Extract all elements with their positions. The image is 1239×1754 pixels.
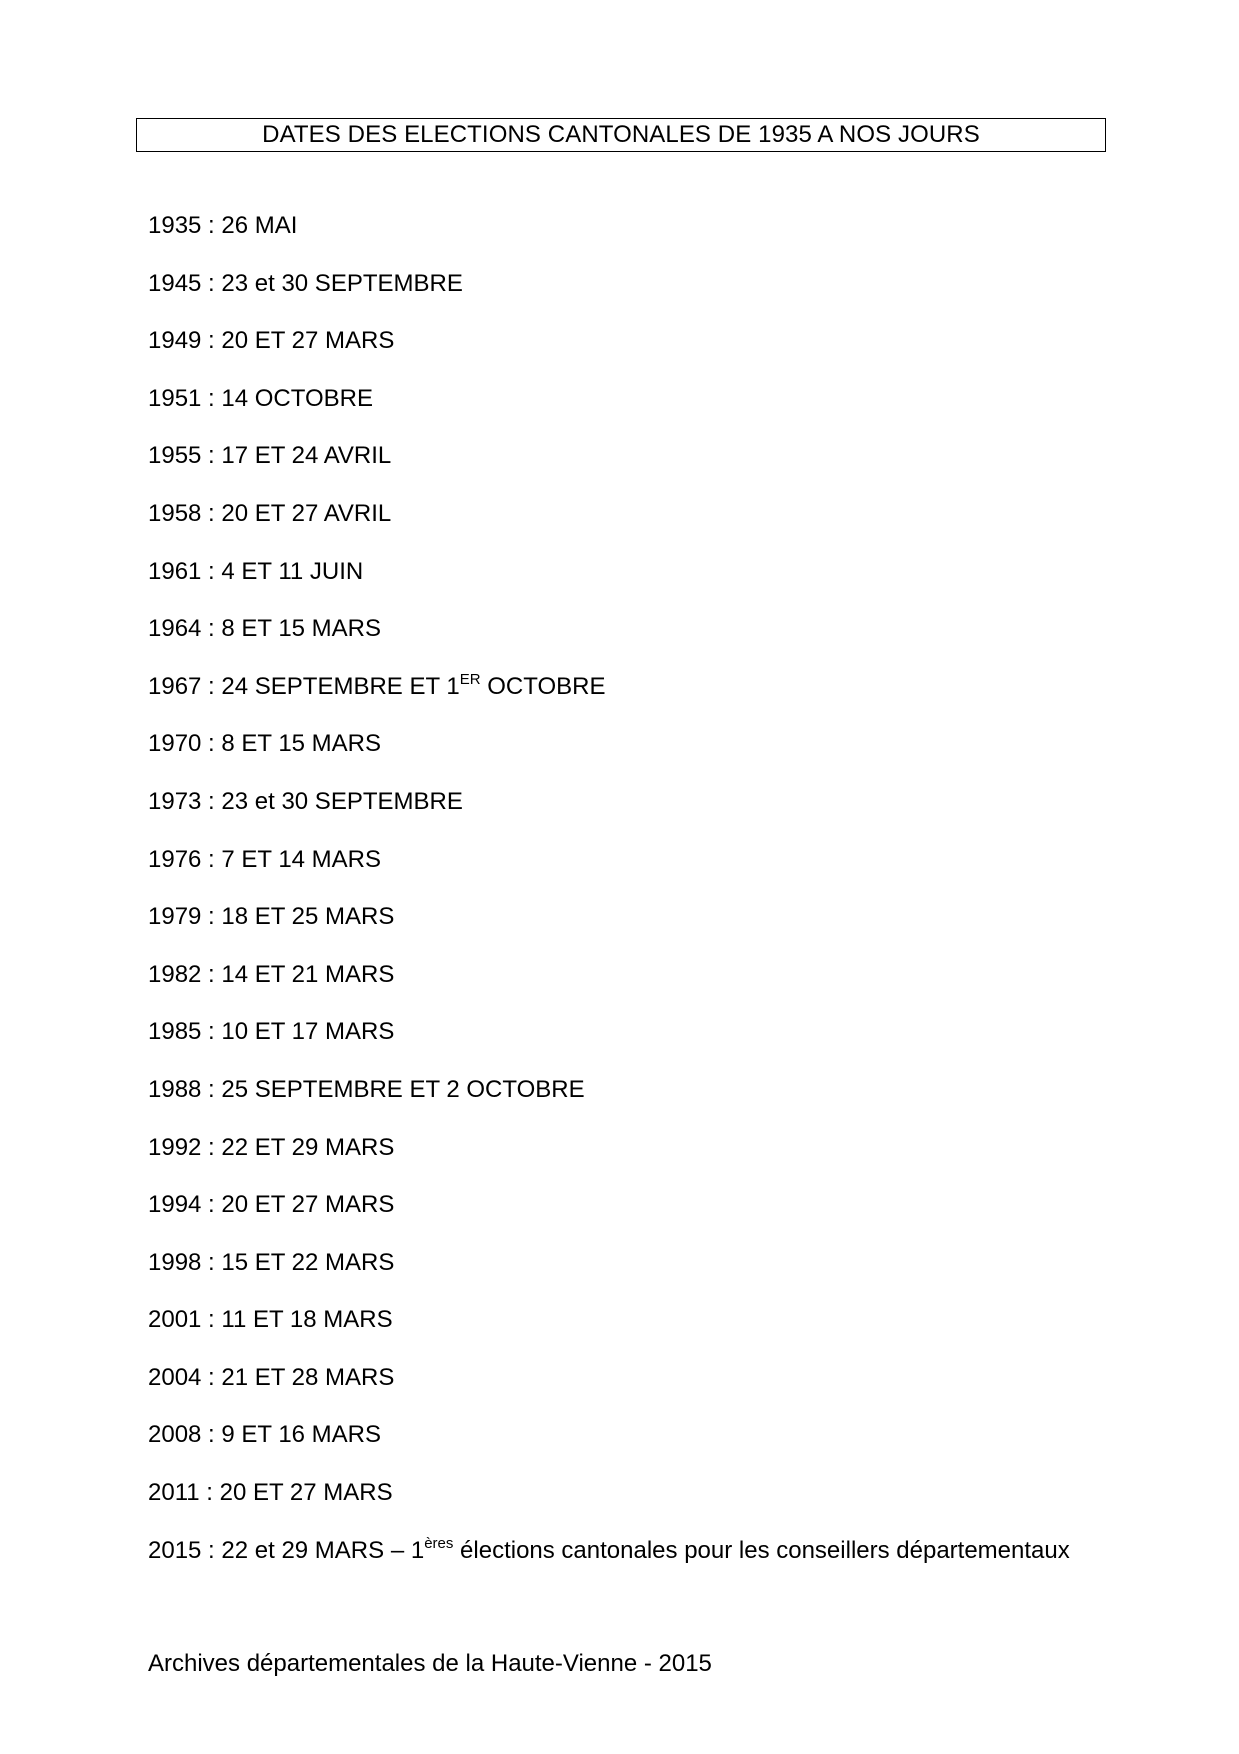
ordinal-superscript: ères [424, 1534, 454, 1552]
list-item [148, 436, 1070, 494]
entry-text: 1958 : 20 ET 27 AVRIL [148, 499, 392, 527]
entry-text: 1985 : 10 ET 17 MARS [148, 1018, 395, 1046]
list-item [148, 1415, 1070, 1473]
entry-text: 1982 : 14 ET 21 MARS [148, 960, 395, 988]
entry-text: 2011 : 20 ET 27 MARS [148, 1479, 393, 1507]
entry-text: 1951 : 14 OCTOBRE [148, 384, 373, 412]
entry-text: 1988 : 25 SEPTEMBRE ET 2 OCTOBRE [148, 1075, 585, 1103]
entry-text-after: OCTOBRE [480, 672, 606, 700]
footer-credit: Archives départementales de la Haute-Vienne - 2015 [148, 1650, 712, 1677]
entry-text: 1935 : 26 MAI [148, 212, 298, 239]
list-item [148, 609, 1070, 667]
list-item [148, 494, 1070, 552]
list-item [148, 1185, 1070, 1243]
entry-text: 1970 : 8 ET 15 MARS [148, 730, 382, 758]
list-item [148, 1358, 1070, 1416]
entry-text-after: élections cantonales pour les conseillers départementaux [453, 1536, 1070, 1564]
entry-text: 1992 : 22 ET 29 MARS [148, 1133, 395, 1161]
list-item [148, 206, 1070, 264]
list-item [148, 1531, 1070, 1589]
list-item [148, 321, 1070, 379]
list-item [148, 724, 1070, 782]
entry-text: 1945 : 23 et 30 SEPTEMBRE [148, 269, 463, 297]
entry-text: 1979 : 18 ET 25 MARS [148, 903, 395, 931]
list-item [148, 552, 1070, 610]
list-item [148, 1300, 1070, 1358]
list-item [148, 1473, 1070, 1531]
list-item [148, 1070, 1070, 1128]
list-item [148, 955, 1070, 1013]
election-dates-list [148, 206, 1070, 1588]
list-item [148, 379, 1070, 437]
entry-text: 1967 : 24 SEPTEMBRE ET 1 [148, 672, 460, 700]
list-item [148, 1243, 1070, 1301]
list-item [148, 840, 1070, 898]
entry-text: 1994 : 20 ET 27 MARS [148, 1191, 395, 1219]
list-item [148, 1012, 1070, 1070]
entry-text: 1949 : 20 ET 27 MARS [148, 327, 395, 355]
entry-text: 1964 : 8 ET 15 MARS [148, 615, 382, 643]
entry-text: 1955 : 17 ET 24 AVRIL [148, 442, 392, 470]
entry-text: 1976 : 7 ET 14 MARS [148, 845, 382, 873]
entry-text: 1998 : 15 ET 22 MARS [148, 1248, 395, 1276]
list-item [148, 782, 1070, 840]
entry-text: 2001 : 11 ET 18 MARS [148, 1306, 393, 1334]
entry-text: 2008 : 9 ET 16 MARS [148, 1421, 382, 1449]
list-item [148, 1128, 1070, 1186]
entry-text: 1973 : 23 et 30 SEPTEMBRE [148, 787, 463, 815]
list-item [148, 667, 1070, 725]
ordinal-superscript: ER [459, 670, 481, 688]
entry-text: 2015 : 22 et 29 MARS – 1 [148, 1536, 425, 1564]
list-item [148, 897, 1070, 955]
list-item [148, 264, 1070, 322]
entry-text: 1961 : 4 ET 11 JUIN [148, 557, 364, 585]
page-title: DATES DES ELECTIONS CANTONALES DE 1935 A NOS JOURS [136, 118, 1106, 152]
entry-text: 2004 : 21 ET 28 MARS [148, 1363, 395, 1391]
